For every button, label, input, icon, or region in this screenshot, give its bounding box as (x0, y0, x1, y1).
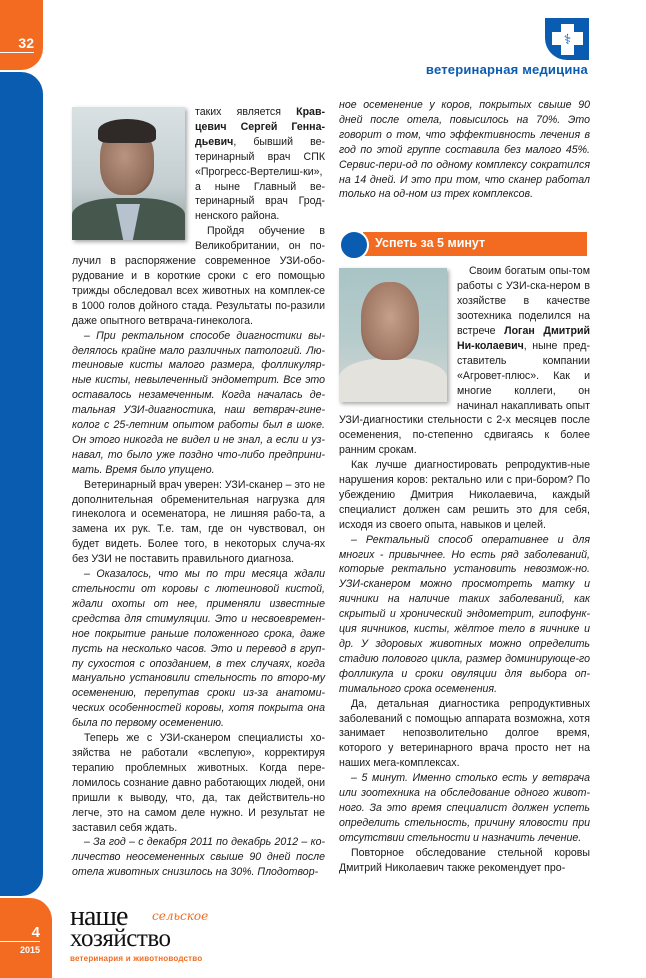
paragraph: Как лучше диагностировать репродуктив-ные нарушения коров: ректально или с при-бором? По убеждению Дмитрия Николаевича, каждый специалист должен сам решить это для себя, исходя из своего опыта, навыков и целей. (339, 459, 590, 531)
person-name: Крав-цевич Сергей Генна-дьевич (195, 106, 325, 148)
magazine-masthead (70, 901, 240, 967)
paragraph: Ветеринарный врач уверен: УЗИ-сканер – это не дополнительная обременительная нагрузка для гинеколога и осеменатора, не лишняя рабо-та, а замена их рук. Т.е. там, где он чувствовал, он будет видеть. Более того, в некоторых случа-ях без УЗИ не поставить правильного диагноза. (72, 478, 325, 566)
subheading-label: Успеть за 5 минут (375, 236, 486, 251)
paragraph: Пройдя обучение в Великобритании, он по-лучил в распоряжение современное УЗИ-обо-рудование и в короткие сроки с его помощью трижды обследовал всех животных на комплек-се в 1000 голов дойного стада. Результаты по-разили даже опытного ветврача-гинеколога. (72, 225, 325, 327)
portrait-photo-logan (339, 268, 447, 402)
masthead-line2: хозяйство (70, 925, 171, 952)
person-name: Логан Дмитрий Ни-колаевич (457, 324, 590, 352)
paragraph: Теперь же с УЗИ-сканером специалисты хо-зяйства не работали «вслепую», корректируя терапию проблемных животных. Когда пере-ломилось сознание давно работающих людей, они пришли к выводу, что, да, так действитель-но легче, это на самом деле нужно. И результат не заставил себя ждать. (72, 732, 325, 834)
masthead-subtitle: ветеринария и животноводство (70, 954, 203, 963)
masthead-script: сельское (152, 909, 209, 923)
paragraph: Повторное обследование стельной коровы Дмитрий Николаевич также рекомендует про- (339, 846, 590, 874)
sidebar-blue-band (0, 72, 43, 896)
page-number: 32 (0, 35, 34, 53)
quote-paragraph: – При ректальном способе диагностики вы-делялось крайне мало различных патологий. Лю-теиновые кисты малого размера, фолликуляр-ные кисты, невылеченный эндометрит. Все это оставалось незамеченным. Когда началась де-тальная УЗИ-диагностика, наш ветврач-гине-колог с 25-летним опытом работы был в шоке. Он этого никогда не видел и не знал, а если и уз-навал, то было уже поздно что-либо предприни-мать. Время было упущено. (72, 329, 325, 476)
paragraph: Да, детальная диагностика репродуктивных заболеваний с помощью аппарата возможна, хотя занимает непозволительно долгое время, которого у ветеринарного врача просто нет на наших мега-комплексах. (339, 697, 590, 770)
section-title: ветеринарная медицина (425, 62, 588, 77)
issue-year: 2015 (19, 945, 40, 955)
subheading (339, 230, 590, 256)
quote-paragraph: – За год – с декабря 2011 по декабрь 2012 – ко-личество неосемененных свыше 90 дней после отела животных снизилось на 30%. Плодотвор- (72, 836, 325, 879)
paragraph: таких является Крав-цевич Сергей Генна-дьевич, бывший ве-теринарный врач СПК «Прогресс-Вертелиш-ки», а ныне Главный ве-теринарный врач Грод-ненского района. (195, 106, 325, 223)
quote-paragraph: – Ректальный способ оперативнее и для многих - привычнее. Но есть ряд заболеваний, которые ректально установить невозмож-но. УЗИ-сканером можно просмотреть матку и яичники на наличие таких заболеваний, как скрытый и хронический эндометрит, гипофунк-ция яичников, кисты, жёлтое тело в яичнике и др. У здоровых животных можно определить стадию полового цикла, размер доминирующе-го фолликула и сроки овуляции для выбора оп-тимального срока осеменения. (339, 533, 590, 695)
medical-cross-caduceus-icon (545, 18, 589, 60)
portrait-photo-kravtsevich (72, 107, 185, 240)
quote-paragraph: – Оказалось, что мы по три месяца ждали стельности от коровы с лютеиновой кистой, ждали охоты от нее, применяли известные средства для стимуляции. Это и несвоевремен-ное покрытие раньше положенного срока, даже пусть на несколько часов. Это и перевод в груп-пу сухостоя с опозданием, в тех случаях, когда мануально установили стельность по второ-му осеменению, перепутав сроки из-за анатоми-ческих особенностей коровы, хотя покрыта она была по первому осеменению. (72, 568, 325, 730)
left-column (72, 105, 325, 880)
continuation-paragraph: ное осеменение у коров, покрытых свыше 90 дней после отела, повысилось на 70%. Это говорит о том, что эффективность лечения в год по этой группе составила без малого 45%. Сервис-пери-од по одному комплексу сократился на 14 дней. И это при том, что сканер работал только на од-ном из трех комплексов. (339, 99, 590, 201)
caduceus-glyph: ⚕ (563, 31, 572, 47)
quote-paragraph: – 5 минут. Именно столько есть у ветврача или зоотехника на обследование одного живот-ного. За это время специалист должен успеть определить стельность, причину яловости при отсутствии стельности и назначить лечение. (339, 772, 590, 844)
paragraph: Своим богатым опы-том работы с УЗИ-ска-нером в хозяйстве в качестве зоотехника поделился на встрече Логан Дмитрий Ни-колаевич, ныне пред-ставитель компании «Агровет-плюс». Как и многие коллеги, он начинал накапливать опыт УЗИ-диагностики стельности с 2-х месяцев после осеменения, по-степенно сдвигаясь к более ранним срокам. (339, 265, 590, 457)
masthead-line1: наше (70, 901, 128, 932)
issue-number: 4 (0, 925, 40, 942)
right-column (339, 98, 590, 876)
